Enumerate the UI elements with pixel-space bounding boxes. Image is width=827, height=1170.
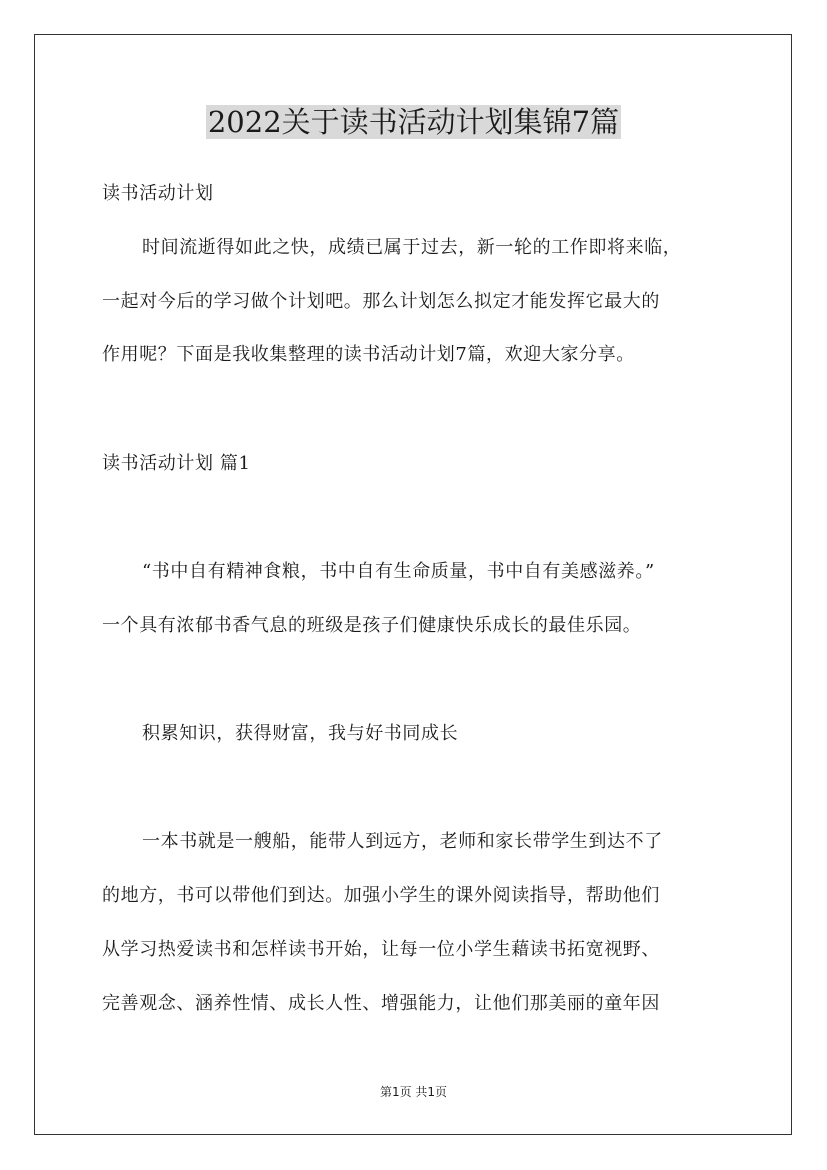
paragraph-line: 一本书就是一艘船，能带人到远方，老师和家长带学生到达不了 bbox=[142, 831, 663, 852]
document-title-text: 2022关于读书活动计划集锦7篇 bbox=[207, 105, 620, 139]
page-footer: 第1页 共1页 bbox=[379, 1085, 448, 1099]
paragraph-line: 一起对今后的学习做个计划吧。那么计划怎么拟定才能发挥它最大的 bbox=[102, 291, 660, 312]
paragraph-line: 完善观念、涵养性情、成长人性、增强能力，让他们那美丽的童年因 bbox=[102, 993, 660, 1014]
section-heading: 读书活动计划 bbox=[102, 183, 214, 204]
section-heading: 读书活动计划 篇1 bbox=[102, 453, 251, 474]
paragraph-line: 时间流逝得如此之快，成绩已属于过去，新一轮的工作即将来临， bbox=[142, 237, 682, 258]
paragraph-line: 一个具有浓郁书香气息的班级是孩子们健康快乐成长的最佳乐园。 bbox=[102, 615, 642, 636]
paragraph-line: “书中自有精神食粮，书中自有生命质量，书中自有美感滋养。” bbox=[142, 561, 655, 582]
paragraph-line: 的地方，书可以带他们到达。加强小学生的课外阅读指导，帮助他们 bbox=[102, 885, 660, 906]
document-title bbox=[0, 100, 827, 144]
paragraph-line: 积累知识，获得财富，我与好书同成长 bbox=[142, 723, 459, 744]
paragraph-line: 从学习热爱读书和怎样读书开始，让每一位小学生藉读书拓宽视野、 bbox=[102, 939, 660, 960]
paragraph-line: 作用呢？下面是我收集整理的读书活动计划7篇，欢迎大家分享。 bbox=[102, 344, 635, 365]
